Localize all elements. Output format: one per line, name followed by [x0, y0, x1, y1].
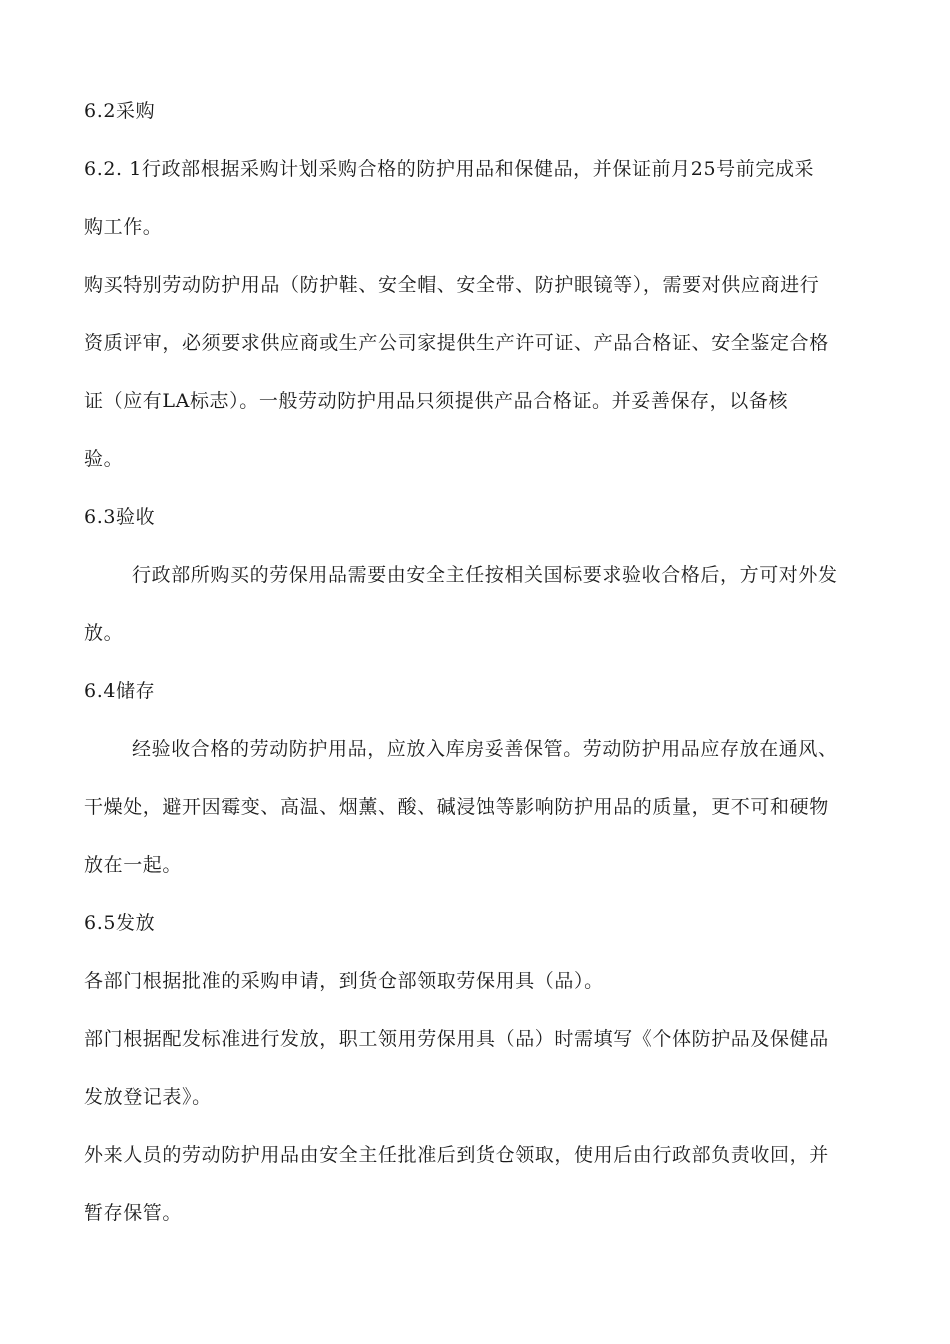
- paragraph-line: 购买特别劳动防护用品（防护鞋、安全帽、安全带、防护眼镜等），需要对供应商进行: [84, 274, 820, 296]
- section-heading-6-2: 6.2采购: [84, 100, 156, 122]
- paragraph-line: 资质评审，必须要求供应商或生产公司家提供生产许可证、产品合格证、安全鉴定合格: [84, 332, 829, 354]
- section-heading-6-4: 6.4储存: [84, 680, 156, 702]
- paragraph-line: 经验收合格的劳动防护用品，应放入库房妥善保管。劳动防护用品应存放在通风、: [132, 738, 838, 760]
- paragraph-line: 部门根据配发标准进行发放，职工领用劳保用具（品）时需填写《个体防护品及保健品: [84, 1028, 829, 1050]
- paragraph-line: 干燥处，避开因霉变、高温、烟薰、酸、碱浸蚀等影响防护用品的质量，更不可和硬物: [84, 796, 829, 818]
- paragraph-line: 行政部所购买的劳保用品需要由安全主任按相关国标要求验收合格后，方可对外发: [132, 564, 838, 586]
- paragraph-line: 外来人员的劳动防护用品由安全主任批准后到货仓领取，使用后由行政部负责收回，并: [84, 1144, 829, 1166]
- paragraph-line: 暂存保管。: [84, 1202, 183, 1224]
- paragraph-line: 发放登记表》。: [84, 1086, 212, 1108]
- section-heading-6-5: 6.5发放: [84, 912, 156, 934]
- paragraph-line: 验。: [84, 448, 124, 470]
- paragraph-line: 购工作。: [84, 216, 163, 238]
- paragraph-line: 放在一起。: [84, 854, 183, 876]
- paragraph-line: 6.2. 1行政部根据采购计划采购合格的防护用品和保健品，并保证前月25号前完成采: [84, 158, 815, 180]
- paragraph-line: 各部门根据批准的采购申请，到货仓部领取劳保用具（品）。: [84, 970, 604, 992]
- section-heading-6-3: 6.3验收: [84, 506, 156, 528]
- paragraph-line: 放。: [84, 622, 124, 644]
- paragraph-line: 证（应有LA标志）。一般劳动防护用品只须提供产品合格证。并妥善保存，以备核: [84, 390, 789, 412]
